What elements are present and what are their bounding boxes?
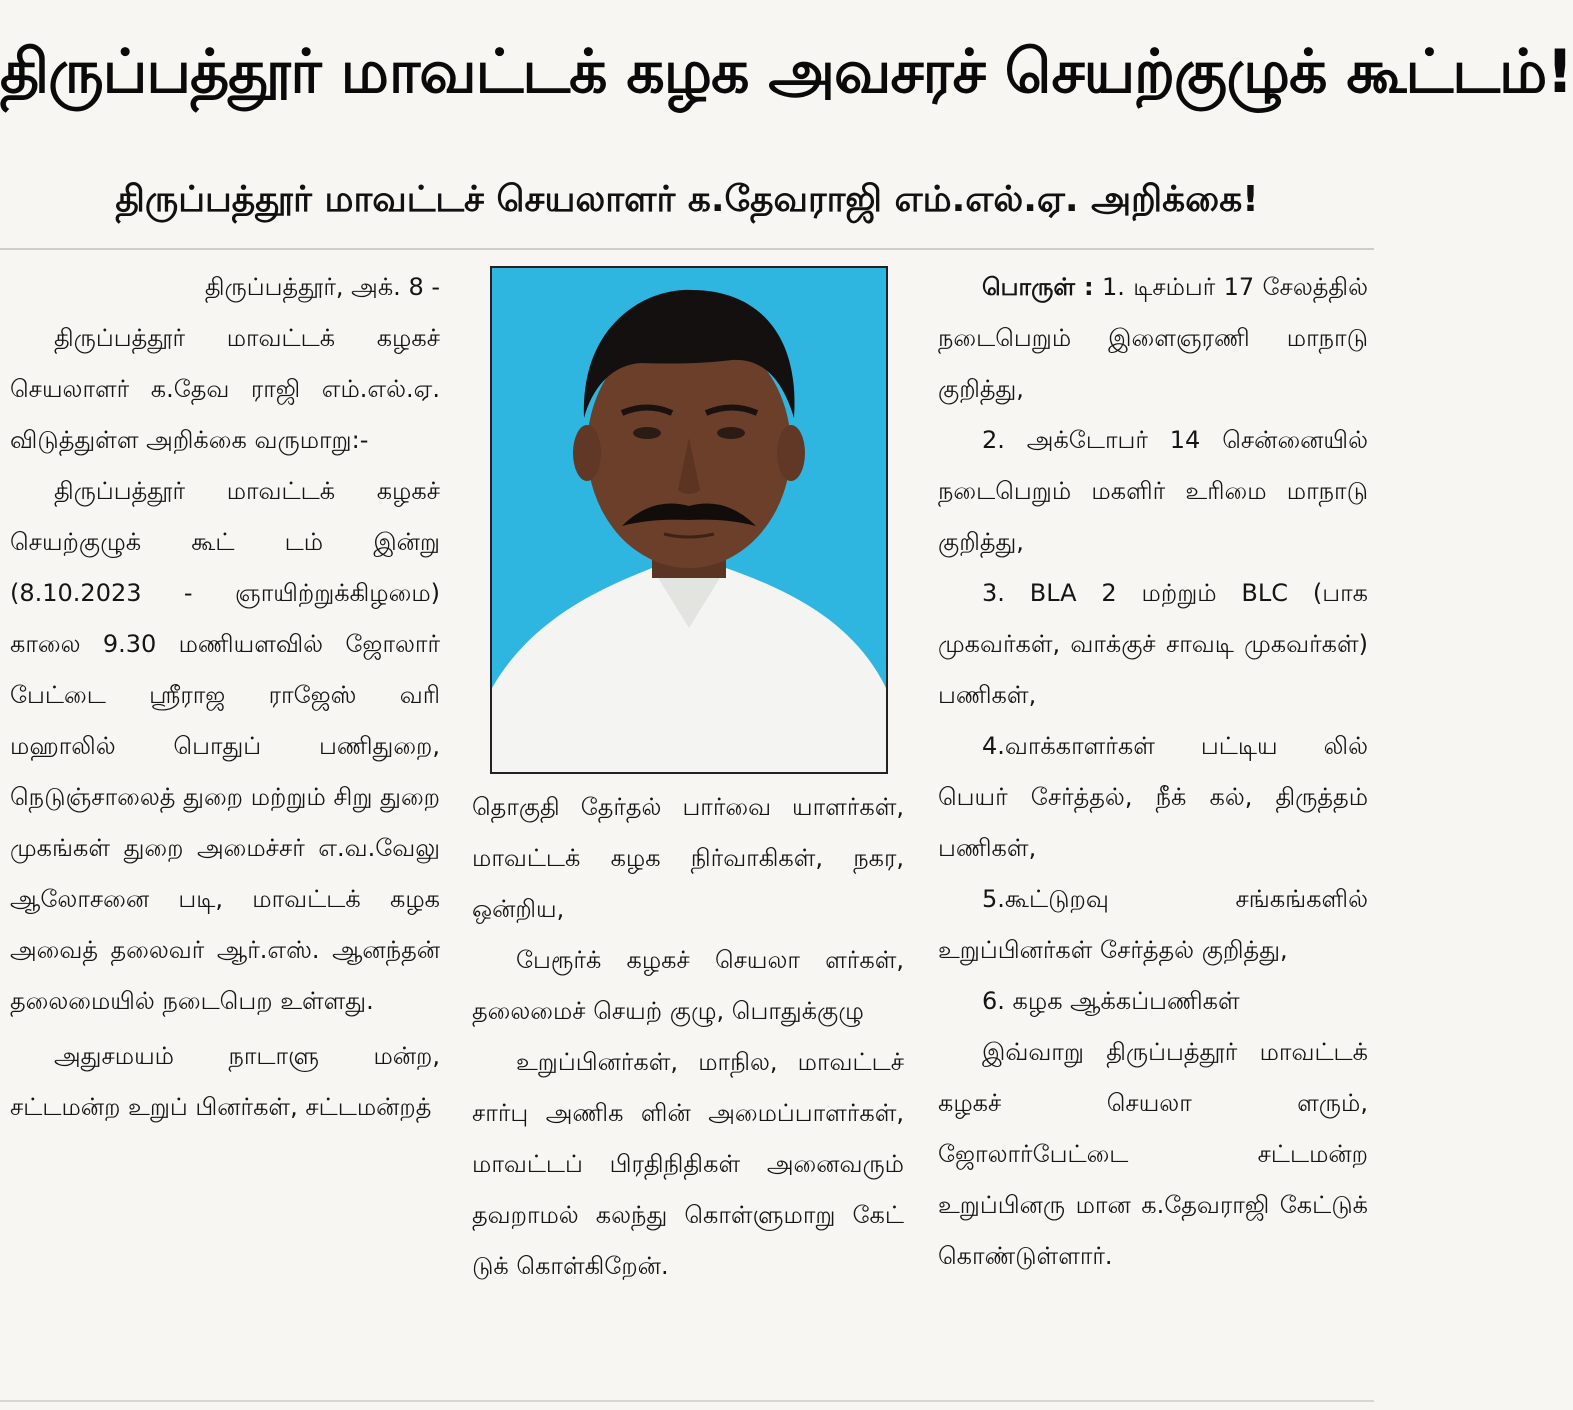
article-intro: திருப்பத்தூர் மாவட்டக் கழகச் செயலாளர் க.தேவ ராஜி எம்.எல்.ஏ. விடுத்துள்ள அறிக்கை வருமாறு:- — [10, 324, 440, 454]
agenda-item-5: 5.கூட்டுறவு சங்கங்களில் உறுப்பினர்கள் சேர்த்தல் குறித்து, — [938, 885, 1368, 964]
portrait-illustration — [492, 268, 886, 772]
agenda-item-1: 1. டிசம்பர் 17 சேலத்தில் நடைபெறும் இளைஞரணி மாநாடு குறித்து, — [938, 273, 1368, 403]
article-paragraph: தொகுதி தேர்தல் பார்வை யாளர்கள், மாவட்டக் கழக நிர்வாகிகள், நகர, ஒன்றிய, — [472, 793, 904, 923]
article-paragraph: பேரூர்க் கழகச் செயலா ளர்கள், தலைமைச் செயற் குழு, பொதுக்குழு — [472, 946, 904, 1025]
bottom-divider — [0, 1400, 1374, 1402]
agenda-item-6: 6. கழக ஆக்கப்பணிகள் — [982, 987, 1240, 1015]
closing-paragraph: இவ்வாறு திருப்பத்தூர் மாவட்டக் கழகச் செயலா ளரும், ஜோலார்பேட்டை சட்டமன்ற உறுப்பினரு மான க.தேவராஜி கேட்டுக் கொண்டுள்ளார். — [938, 1038, 1368, 1270]
subject-label: பொருள் : — [982, 273, 1094, 301]
article-paragraph: அதுசமயம் நாடாளு மன்ற, சட்டமன்ற உறுப் பினர்கள், சட்டமன்றத் — [10, 1042, 440, 1121]
agenda-item-2: 2. அக்டோபர் 14 சென்னையில் நடைபெறும் மகளிர் உரிமை மாநாடு குறித்து, — [938, 426, 1368, 556]
article-paragraph: திருப்பத்தூர் மாவட்டக் கழகச் செயற்குழுக் கூட் டம் இன்று (8.10.2023 - ஞாயிற்றுக்கிழமை) காலை 9.30 மணியளவில் ஜோலார் பேட்டை ஸ்ரீராஜ ராஜேஸ் வரி மஹாலில் பொதுப் பணிதுறை, நெடுஞ்சாலைத் துறை மற்றும் சிறு துறை முகங்கள் துறை அமைச்சர் எ.வ.வேலு ஆலோசனை படி, மாவட்டக் கழக அவைத் தலைவர் ஆர்.எஸ். ஆனந்தன் தலைமையில் நடைபெற உள்ளது. — [10, 477, 440, 1015]
article-column-3 — [938, 262, 1368, 1282]
divider — [0, 248, 1374, 250]
article-column-2 — [472, 782, 904, 1292]
agenda-item-4: 4.வாக்காளர்கள் பட்டிய லில் பெயர் சேர்த்தல், நீக் கல், திருத்தம் பணிகள், — [938, 732, 1368, 862]
dateline: திருப்பத்தூர், அக். 8 - — [204, 273, 440, 301]
article-column-1 — [10, 262, 440, 1133]
agenda-item-3: 3. BLA 2 மற்றும் BLC (பாக முகவர்கள், வாக்குச் சாவடி முகவர்கள்) பணிகள், — [938, 579, 1368, 709]
subheadline: திருப்பத்தூர் மாவட்டச் செயலாளர் க.தேவராஜி எம்.எல்.ஏ. அறிக்கை! — [115, 179, 1259, 220]
portrait-photo — [490, 266, 888, 774]
headline: திருப்பத்தூர் மாவட்டக் கழக அவசரச் செயற்குழுக் கூட்டம்! — [0, 37, 1573, 107]
article-paragraph: உறுப்பினர்கள், மாநில, மாவட்டச் சார்பு அணிக ளின் அமைப்பாளர்கள், மாவட்டப் பிரதிநிதிகள் அனைவரும் தவறாமல் கலந்து கொள்ளுமாறு கேட் டுக் கொள்கிறேன். — [472, 1048, 904, 1280]
